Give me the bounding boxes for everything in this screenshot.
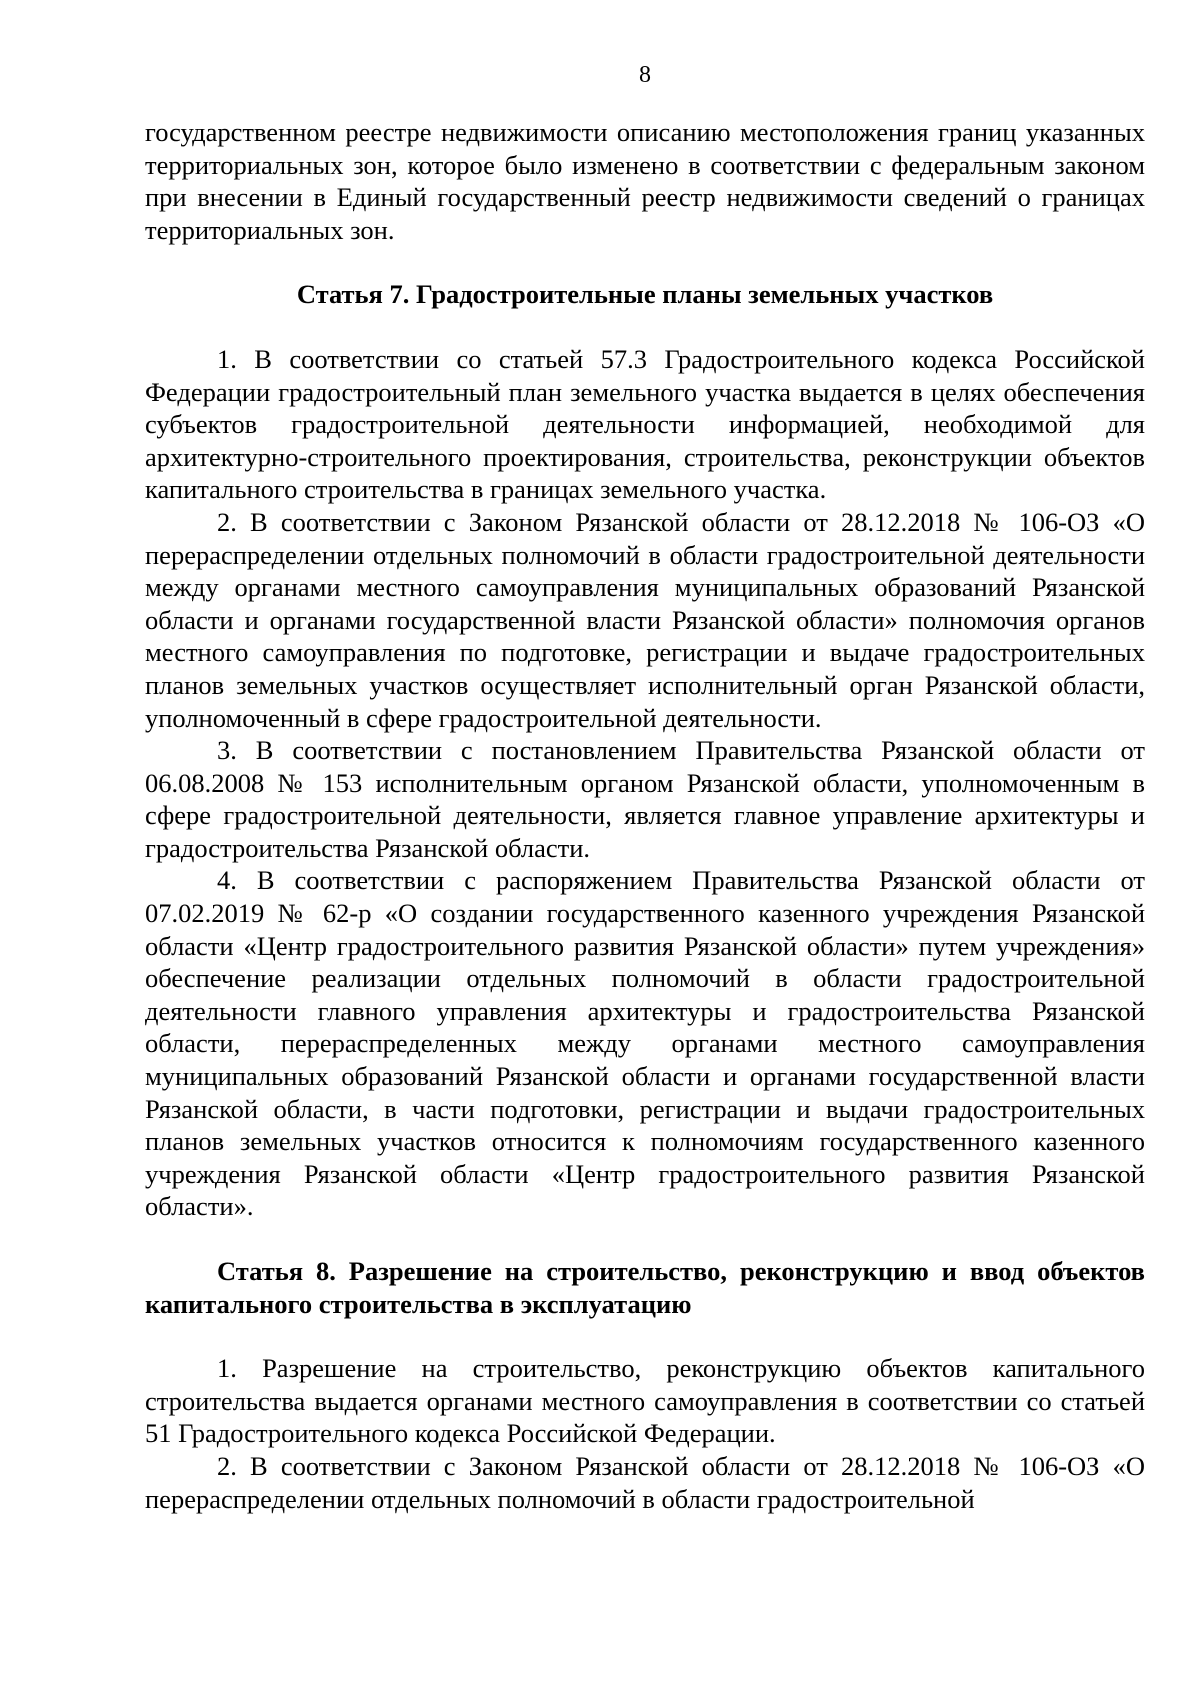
article-7-paragraph-1: 1. В соответствии со статьей 57.3 Градостроительного кодекса Российской Федерации градостроительный план земельного участка выдается в целях обеспечения субъектов градостроительной деятельности информацией, необходимой для архитектурно-строительного проектирования, строительства, реконструкции объектов капитального строительства в границах земельного участка. [145, 343, 1145, 505]
article-8-heading: Статья 8. Разрешение на строительство, реконструкцию и ввод объектов капитального строительства в эксплуатацию [145, 1256, 1145, 1319]
document-body [145, 116, 1145, 1515]
page-number: 8 [639, 62, 651, 88]
article-8-paragraph-1: 1. Разрешение на строительство, реконструкцию объектов капитального строительства выдается органами местного самоуправления в соответствии со статьей 51 Градостроительного кодекса Российской Федерации. [145, 1353, 1145, 1449]
article-7-paragraph-2: 2. В соответствии с Законом Рязанской области от 28.12.2018 № 106-ОЗ «О перераспределении отдельных полномочий в области градостроительной деятельности между органами местного самоуправления муниципальных образований Рязанской области и органами государственной власти Рязанской области» полномочия органов местного самоуправления по подготовке, регистрации и выдаче градостроительных планов земельных участков осуществляет исполнительный орган Рязанской области, уполномоченный в сфере градостроительной деятельности. [145, 506, 1145, 733]
article-8-paragraph-2: 2. В соответствии с Законом Рязанской области от 28.12.2018 № 106-ОЗ «О перераспределении отдельных полномочий в области градостроительной [145, 1450, 1145, 1514]
article-7-paragraph-4: 4. В соответствии с распоряжением Правительства Рязанской области от 07.02.2019 № 62-р «О создании государственного казенного учреждения Рязанской области «Центр градостроительного развития Рязанской области» путем учреждения» обеспечение реализации отдельных полномочий в области градостроительной деятельности главного управления архитектуры и градостроительства Рязанской области, перераспределенных между органами местного самоуправления муниципальных образований Рязанской области и органами государственной власти Рязанской области, в части подготовки, регистрации и выдачи градостроительных планов земельных участков относится к полномочиям государственного казенного учреждения Рязанской области «Центр градостроительного развития Рязанской области». [145, 865, 1145, 1222]
article-7-heading: Статья 7. Градостроительные планы земельных участков [296, 279, 994, 310]
article-7-paragraph-3: 3. В соответствии с постановлением Правительства Рязанской области от 06.08.2008 № 153 исполнительным органом Рязанской области, уполномоченным в сфере градостроительной деятельности, является главное управление архитектуры и градостроительства Рязанской области. [145, 735, 1145, 863]
intro-paragraph: государственном реестре недвижимости описанию местоположения границ указанных территориальных зон, которое было изменено в соответствии с федеральным законом при внесении в Единый государственный реестр недвижимости сведений о границах территориальных зон. [145, 117, 1145, 245]
